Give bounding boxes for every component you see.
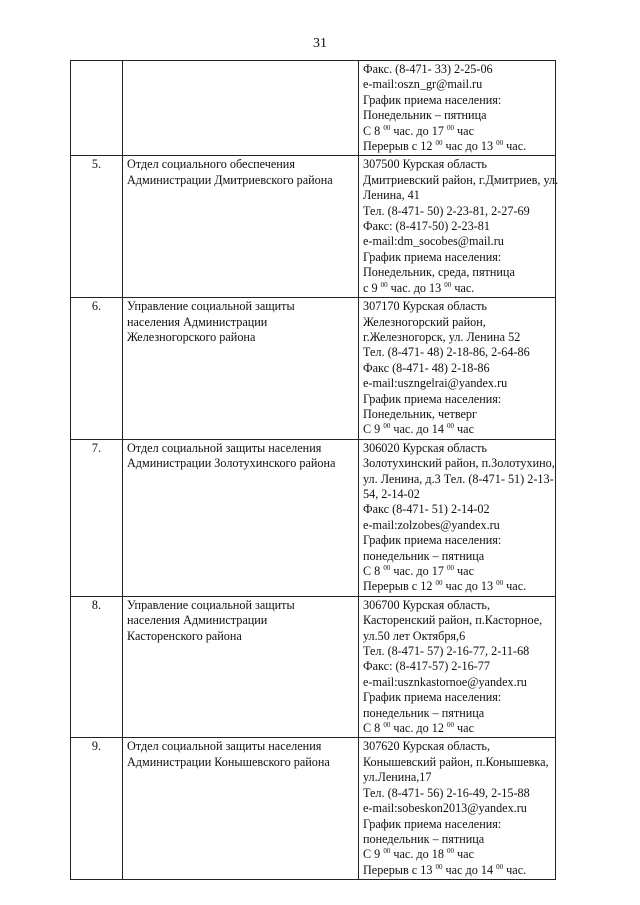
- time-minutes-superscript: 00: [496, 139, 504, 148]
- contact-info-line: [363, 613, 551, 628]
- contact-info-line: [363, 471, 554, 487]
- contact-info-line: [363, 847, 551, 862]
- contact-info-text: понедельник – пятница: [363, 831, 485, 846]
- contact-info-text: Железногорский район,: [363, 314, 486, 329]
- contact-info: [359, 596, 556, 738]
- contact-info-line: [363, 579, 551, 594]
- time-minutes-superscript: 00: [447, 123, 454, 132]
- contact-info-text: час.: [503, 862, 527, 877]
- contact-info-line: [363, 124, 551, 139]
- contact-info-text: 307500 Курская область: [363, 157, 487, 172]
- contact-info-text: Перерыв с 12: [363, 579, 436, 594]
- time-minutes-superscript: 00: [435, 579, 443, 588]
- contact-info-line: [363, 204, 551, 219]
- contact-info-line: [363, 139, 551, 154]
- contact-info-text: час: [454, 847, 474, 862]
- contact-info-line: [363, 533, 551, 548]
- row-number: 7.: [71, 439, 123, 596]
- contact-info-text: час: [454, 123, 474, 138]
- contact-info-line: [363, 706, 551, 721]
- office-name: [123, 61, 359, 156]
- contact-info-text: 54, 2-14-02: [363, 486, 420, 501]
- office-name-line: Отдел социальной защиты населения: [127, 739, 322, 754]
- contact-info-line: [363, 817, 551, 832]
- contact-info-line: [363, 832, 551, 847]
- contact-info-text: Факс (8-471- 51) 2-14-02: [363, 502, 490, 517]
- time-minutes-superscript: 00: [383, 123, 391, 132]
- contact-info-text: Дмитриевский район, г.Дмитриев, ул.: [363, 172, 559, 187]
- contact-info-text: Ленина, 41: [363, 188, 420, 203]
- contact-info-line: [363, 345, 551, 360]
- time-minutes-superscript: 00: [383, 422, 391, 431]
- contact-info-text: Тел. (8-471- 48) 2-18-86, 2-64-86: [363, 345, 530, 360]
- row-number: 9.: [71, 738, 123, 880]
- office-name: [123, 596, 359, 738]
- contact-info-line: [363, 392, 551, 407]
- office-name-line: Администрации Дмитриевского района: [127, 172, 333, 187]
- contact-info-line: [363, 219, 551, 234]
- contact-info-text: Факс: (8-417-50) 2-23-81: [363, 219, 490, 234]
- contact-info-text: понедельник – пятница: [363, 548, 485, 563]
- contact-info-line: [363, 690, 551, 705]
- contact-info-text: e-mail:sobeskon2013@yandex.ru: [363, 801, 527, 816]
- contact-info-text: График приема населения:: [363, 391, 502, 406]
- contact-info-line: [363, 502, 551, 517]
- contact-info-line: [363, 801, 551, 816]
- contact-info-text: час. до 18: [390, 847, 447, 862]
- contact-info-line: [363, 770, 551, 785]
- contact-info-line: [363, 188, 551, 203]
- contact-info-line: [363, 659, 551, 674]
- contact-info-line: [363, 564, 551, 579]
- contact-info-text: Перерыв с 12: [363, 139, 436, 154]
- contact-info-text: Факс: (8-417-57) 2-16-77: [363, 659, 490, 674]
- contact-info-text: час.: [503, 139, 527, 154]
- contact-info-text: e-mail:usznkastornoe@yandex.ru: [363, 674, 527, 689]
- contact-info-line: [363, 234, 551, 249]
- contact-info: [359, 156, 559, 298]
- table-row: [71, 61, 556, 156]
- time-minutes-superscript: 00: [435, 139, 443, 148]
- row-number: 5.: [71, 156, 123, 298]
- contact-info-text: час: [454, 564, 474, 578]
- office-name-line: Администрации Конышевского района: [127, 754, 330, 769]
- contact-info-text: час: [454, 422, 474, 437]
- offices-table: [70, 60, 559, 880]
- contact-info-line: [363, 739, 551, 754]
- time-minutes-superscript: 00: [447, 422, 454, 431]
- contact-info-text: Перерыв с 13: [363, 862, 436, 877]
- contact-info-line: [363, 172, 559, 188]
- contact-info-text: График приема населения:: [363, 816, 502, 831]
- contact-info-text: С 9: [363, 847, 384, 862]
- contact-info-line: [363, 108, 551, 123]
- contact-info-text: час.: [451, 280, 475, 295]
- contact-info-line: [363, 863, 551, 878]
- contact-info-line: [363, 281, 551, 296]
- time-minutes-superscript: 00: [383, 721, 391, 730]
- time-minutes-superscript: 00: [383, 847, 391, 856]
- contact-info-text: Факс (8-471- 48) 2-18-86: [363, 360, 490, 375]
- contact-info-text: час. до 13: [387, 280, 445, 295]
- contact-info-text: час: [454, 721, 474, 736]
- contact-info-text: 307620 Курская область,: [363, 739, 491, 754]
- contact-info-text: e-mail:oszn_gr@mail.ru: [363, 77, 483, 92]
- office-name-line: Отдел социальной защиты населения: [127, 440, 322, 455]
- office-name-line: Касторенского района: [127, 628, 242, 643]
- contact-info-text: График приема населения:: [363, 690, 502, 705]
- contact-info-text: час. до 17: [390, 123, 447, 138]
- contact-info-line: [363, 250, 551, 265]
- contact-info-text: час до 14: [442, 862, 497, 877]
- contact-info-text: Тел. (8-471- 57) 2-16-77, 2-11-68: [363, 644, 530, 659]
- contact-info-text: 307170 Курская область: [363, 299, 487, 314]
- contact-info-text: Тел. (8-471- 56) 2-16-49, 2-15-88: [363, 785, 530, 800]
- office-name: [123, 738, 359, 880]
- contact-info-text: час. до 14: [390, 422, 447, 437]
- contact-info-line: [363, 629, 551, 644]
- contact-info: [359, 738, 556, 880]
- office-name-line: населения Администрации: [127, 613, 268, 628]
- contact-info-line: [363, 361, 551, 376]
- contact-info-text: Понедельник, среда, пятница: [363, 265, 515, 280]
- contact-info-text: График приема населения:: [363, 249, 502, 264]
- contact-info-line: [363, 299, 551, 314]
- contact-info-text: Понедельник – пятница: [363, 108, 487, 123]
- page-number: 31: [313, 36, 327, 51]
- time-minutes-superscript: 00: [435, 862, 443, 871]
- office-name: [123, 156, 359, 298]
- row-number: 8.: [71, 596, 123, 738]
- contact-info-line: [363, 755, 551, 770]
- contact-info-line: [363, 456, 555, 471]
- contact-info-text: ул.Ленина,17: [363, 770, 432, 785]
- time-minutes-superscript: 00: [496, 862, 504, 871]
- contact-info-line: [363, 330, 551, 345]
- contact-info-text: г.Железногорск, ул. Ленина 52: [363, 329, 521, 344]
- table-row: [71, 738, 556, 880]
- contact-info: [359, 61, 556, 156]
- contact-info-line: [363, 441, 551, 456]
- contact-info-line: [363, 422, 551, 437]
- contact-info-line: [363, 315, 551, 330]
- contact-info-text: понедельник – пятница: [363, 705, 485, 720]
- contact-info-line: [363, 376, 551, 391]
- contact-info-line: [363, 157, 551, 172]
- contact-info-text: 306700 Курская область,: [363, 597, 491, 612]
- time-minutes-superscript: 00: [444, 280, 452, 289]
- time-minutes-superscript: 00: [380, 280, 388, 289]
- time-minutes-superscript: 00: [447, 564, 454, 572]
- row-number: 6.: [71, 298, 123, 440]
- contact-info-text: С 8: [363, 564, 384, 578]
- contact-info-text: ул. Ленина, д.3 Тел. (8-471- 51) 2-13-: [363, 471, 554, 486]
- office-name-line: Управление социальной защиты: [127, 299, 295, 314]
- contact-info-line: [363, 407, 551, 422]
- office-name: [123, 439, 359, 596]
- row-number: [71, 61, 123, 156]
- contact-info-text: Понедельник, четверг: [363, 406, 478, 421]
- contact-info-line: [363, 62, 551, 77]
- contact-info-text: Касторенский район, п.Касторное,: [363, 613, 543, 628]
- office-name-line: Управление социальной защиты: [127, 597, 295, 612]
- contact-info-line: [363, 675, 551, 690]
- contact-info: [359, 298, 556, 440]
- office-name-line: населения Администрации: [127, 314, 268, 329]
- contact-info-text: час. до 17: [390, 564, 447, 578]
- contact-info-line: [363, 644, 551, 659]
- contact-info-line: [363, 786, 551, 801]
- contact-info: [359, 439, 556, 596]
- time-minutes-superscript: 00: [383, 564, 391, 572]
- contact-info-text: e-mail:uszngelrai@yandex.ru: [363, 376, 508, 391]
- contact-info-text: С 8: [363, 123, 384, 138]
- contact-info-text: ул.50 лет Октября,6: [363, 628, 466, 643]
- contact-info-text: с 9: [363, 280, 381, 295]
- contact-info-text: С 8: [363, 721, 384, 736]
- contact-info-text: час до 13: [442, 139, 497, 154]
- office-name: [123, 298, 359, 440]
- contact-info-line: [363, 265, 551, 280]
- time-minutes-superscript: 00: [447, 847, 454, 856]
- contact-info-line: [363, 721, 551, 736]
- contact-info-text: Золотухинский район, п.Золотухино,: [363, 456, 555, 471]
- table-row: [71, 298, 556, 440]
- contact-info-line: [363, 598, 551, 613]
- contact-info-line: [363, 77, 551, 92]
- office-name-line: Железногорского района: [127, 329, 256, 344]
- contact-info-text: График приема населения:: [363, 533, 502, 548]
- contact-info-text: час.: [503, 579, 527, 594]
- contact-info-text: e-mail:dm_socobes@mail.ru: [363, 234, 504, 249]
- contact-info-text: e-mail:zolzobes@yandex.ru: [363, 517, 500, 532]
- contact-info-text: час до 13: [442, 579, 497, 594]
- table-row: [71, 596, 556, 738]
- offices-table-body: [71, 61, 559, 880]
- contact-info-line: [363, 549, 551, 564]
- contact-info-line: [363, 518, 551, 533]
- contact-info-line: [363, 93, 551, 108]
- contact-info-text: С 9: [363, 422, 384, 437]
- time-minutes-superscript: 00: [496, 579, 504, 588]
- contact-info-text: Факс. (8-471- 33) 2-25-06: [363, 62, 493, 76]
- contact-info-text: График приема населения:: [363, 92, 502, 107]
- table-row: [71, 439, 556, 596]
- contact-info-text: Тел. (8-471- 50) 2-23-81, 2-27-69: [363, 203, 530, 218]
- contact-info-line: [363, 487, 551, 502]
- table-row: [71, 156, 556, 298]
- contact-info-text: час. до 12: [390, 721, 447, 736]
- office-name-line: Администрации Золотухинского района: [127, 456, 336, 471]
- office-name-line: Отдел социального обеспечения: [127, 157, 295, 172]
- time-minutes-superscript: 00: [447, 721, 454, 730]
- contact-info-text: 306020 Курская область: [363, 440, 487, 455]
- contact-info-text: Конышевский район, п.Конышевка,: [363, 754, 549, 769]
